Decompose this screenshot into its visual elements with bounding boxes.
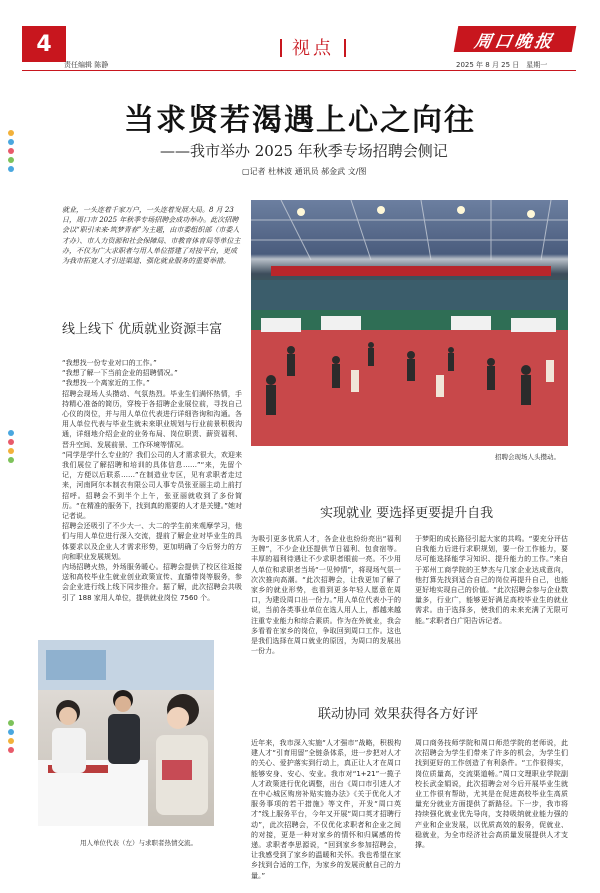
page-number: 4: [22, 26, 66, 62]
quote-1: “我想找一份专业对口的工作。”: [62, 359, 157, 367]
section-name: 视点: [292, 38, 334, 59]
job-fair-photo-drawing: [251, 200, 568, 446]
paragraph: 招聘会还吸引了不少大一、大二的学生前来观摩学习，他们与用人单位进行深入交流，提前了解企业对毕业生的具体要求以及企业人才需求形势，更加明确了今后努力的方向和职业发展规划。: [62, 522, 242, 561]
photo1-caption: 招聘会现场人头攒动。: [495, 453, 560, 461]
paragraph: “同学是学什么专业的？我们公司的人才需求很大，欢迎来我们展位了解招聘和培训的具体信息……”“来，先留个记，方便以后联系……”在制造业专区，见有求职者走过来，河南阿尔本制衣有限公司人事专员张亚丽主动上前打招呼。招聘会不到半个上午，张亚丽就收到了多份简历。“在精准的服务下，找到真的需要的人才是关键。”她对记者说。: [62, 450, 242, 521]
header-rule: [22, 70, 576, 71]
paragraph: 招聘会现场人头攒动、气氛热烈。毕业生们满怀热情，手持精心准备的简历，穿梭于各招聘企业展位前，寻找自己心仪的岗位，并与用人单位代表进行详细咨询和沟通。各用人单位代表与毕业生就未来职业规划与行业前景积极沟通，详细地介绍企业的业务布局、岗位职责、薪资福利、晋升空间、发展前景、工作环境等情况。: [62, 389, 242, 449]
booth-exchange-photo-drawing: [38, 640, 214, 826]
divider: [280, 39, 282, 57]
job-fair-photo: [251, 200, 568, 446]
paragraph: 内场招聘火热，外场服务暖心。招聘会提供了校区往返接送和高校毕业生就业创业政策宣传、直播带岗等服务，参会企业进行线上线下同步推介。据了解，此次招聘会共吸引了 188 家用人单位，提供就业岗位 7560 个。: [62, 563, 242, 602]
margin-dots-middle: [8, 430, 16, 466]
photo2-caption: 用人单位代表（左）与求职者热情交流。: [80, 839, 197, 847]
section3-col1: 近年来，我市深入实施“人才强市”战略，积极构建人才“引育用留”全链条体系，进一步把对人才的关心、爱护落实到行动上，真正让人才在周口能够安身、安心、安业。我市对“1+21”一揽子人才政策进行优化调整，出台《周口市引进人才在中心城区购房补贴实施办法》《关于优化人才服务事项的若干措施》等文件，开发“周口英才”线上服务平台，今年又开展“周口英才招聘行动”，此次招聘会，不仅优化求职者和企业之间的对接，更是一种对家乡的情怀和归属感的传递。求职者李思源说，“回到家乡参加招聘会，让我感受到了家乡的温暖和关怀。我也希望在家乡找到合适的工作，为家乡的发展贡献自己的力量。”: [251, 739, 401, 880]
section2-col2: 于梦阳的成长路径引起大家的共鸣。“要充分评估自我能力后进行求职规划，要一份工作能力，要尽可能选择能学习知识、提升能力的工作。”来自于郑州工商学院的王梦杰与几家企业达成意向，他打算先找到适合自己的岗位再提升自己，也能更好地实现自己的价值。“此次招聘会参与企业数量多，行业广，能够更好满足高校毕业生的就业需求。由于选择多，使我们的未来充满了无限可能。”求职者白广阳告诉记者。: [415, 535, 568, 625]
divider: [344, 39, 346, 57]
section2-col1: 为吸引更多优质人才，各企业也纷纷亮出“福利王牌”，不少企业还提供节日福利、包食宿等。丰厚的福利待遇让不少求职者眼前一亮。不少用人单位和求职者当场“一见钟情”，将现场气氛一次次推向高潮。“此次招聘会，让我更加了解了家乡的就业形势，也看到更多年轻人愿意在周口，为建设周口出一份力。”用人单位代表小于的说，当前各类事业单位在选人用人上，都越来越注重专业能力和综合素质。作为在外就业，我会多看看在家乡的岗位，争取回到周口工作。这也是我们选择在周口就业的原因，为周口的发展出一份力。: [251, 535, 401, 656]
date-line: 2025 年 8 月 25 日 星期一: [456, 61, 548, 69]
section3-title: 联动协同 效果获得各方好评: [318, 707, 479, 722]
byline: ▢记者 杜林波 通讯员 郝金武 文/图: [242, 167, 367, 176]
newspaper-logo: 周口晚报: [454, 26, 577, 52]
section1-body: [62, 358, 242, 613]
section1-title: 线上线下 优质就业资源丰富: [62, 322, 223, 337]
lead-paragraph: 就业，一头连着千家万户，一头连着发展大局。8 月 23 日，周口市 2025 年秋季专场招聘会成功举办。此次招聘会以“职引未来·筑梦青春”为主题，由市委组织部（市委人才办）、市人力资源和社会保障局、市教育体育局等单位主办，不仅为广大求职者与用人单位搭建了对接平台，更成为我市拓宽人才引进渠道、强化就业服务的重要举措。: [62, 206, 241, 266]
quote-3: “我想找一个离家近的工作。”: [62, 379, 150, 388]
margin-dots-bottom: [8, 720, 16, 756]
booth-exchange-photo: [38, 640, 214, 826]
quote-2: “我想了解一下当前企业的招聘情况。”: [62, 369, 178, 378]
section2-title: 实现就业 要选择更要提升自我: [320, 506, 494, 521]
editors-line: 责任编辑 陈静: [64, 61, 109, 69]
section-label: [270, 34, 356, 60]
subheadline: ——我市举办 2025 年秋季专场招聘会侧记: [160, 142, 448, 160]
section3-col2: 周口商务技师学院和周口师范学院的老师说，此次招聘会为学生们带来了许多的机会，为学生们找到更好的工作创造了有利条件。“工作很得实，岗位质量高，交流渠道畅。”周口文理职业学院副校长武金娟说，此次招聘会对今后开展毕业生就业工作很有帮助，尤其是在促进高校毕业生高质量充分就业方面提供了新路径。下一步，我市将持续强化就业优先导向，支持吸纳就业能力强的产业和企业发展，以优质高效的服务，促就业、稳就业，为全市经济社会高质量发展提供人才支撑。: [415, 739, 568, 850]
headline: 当求贤若渴遇上心之向往: [124, 103, 476, 138]
